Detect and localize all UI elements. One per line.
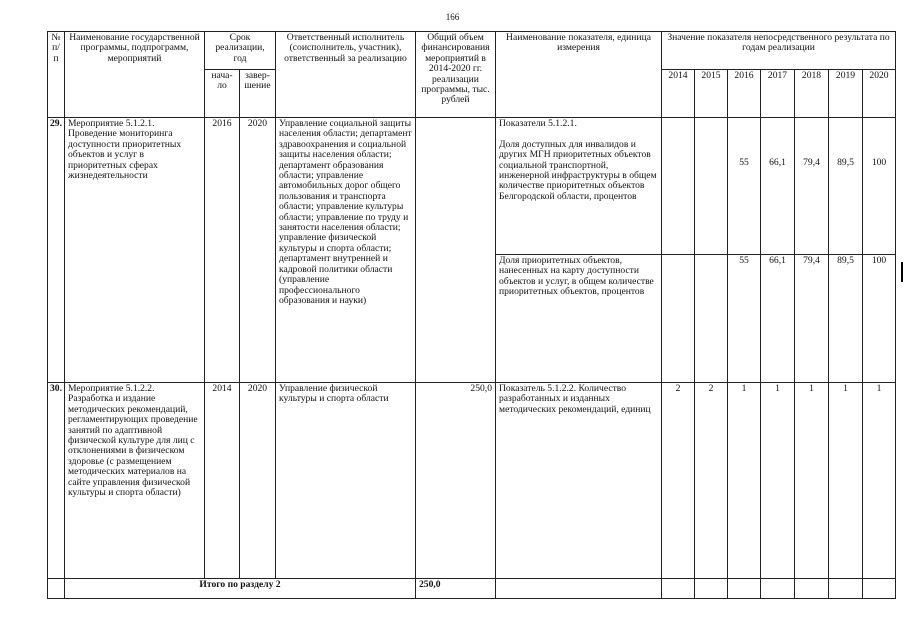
total-label: Итого по разделу 2 <box>65 579 416 599</box>
row-29-ind2-2014 <box>662 255 695 383</box>
row-29-start: 2016 <box>205 118 240 383</box>
row-29-ind2-2020: 100 <box>863 255 896 383</box>
row-29-ind1-2018: 79,4 <box>795 118 829 255</box>
total-row <box>48 579 896 599</box>
row-29-executor: Управление социальной защиты населения области; департамент здравоохранения и социальной защиты населения области; департамент образования области; управление автомобильных дорог общего пользования и транспорта области; управление культуры области; управление по труду и занятости населения области; управление физической культуры и спорта области; департамент внутренней и кадровой политики области (управление профессионального образования и науки) <box>276 118 416 383</box>
header-indicator: Наименование показателя, единица измерения <box>496 32 662 118</box>
header-funding: Общий объем финансирования мероприятий в 2014-2020 гг. реализации программы, тыс. рублей <box>416 32 496 118</box>
row-29-name: Мероприятие 5.1.2.1. Проведение мониторинга доступности приоритетных объектов и услуг в приоритетных сферах жизнедеятельности <box>65 118 205 383</box>
row-29-ind2-2017: 66,1 <box>761 255 795 383</box>
header-executor: Ответственный исполнитель (соисполнитель, участник), ответственный за реализацию <box>276 32 416 118</box>
total-2014 <box>662 579 695 599</box>
total-2015 <box>695 579 728 599</box>
table-row-29a <box>48 118 896 255</box>
header-num: № п/п <box>48 32 65 118</box>
header-year-2019: 2019 <box>829 70 863 118</box>
page-number: 166 <box>445 12 460 22</box>
row-30-start: 2014 <box>205 383 240 579</box>
header-term-start: нача-ло <box>205 70 240 118</box>
row-29-ind2-2015 <box>695 255 728 383</box>
row-29-end: 2020 <box>240 118 276 383</box>
total-2020 <box>863 579 896 599</box>
scan-edge-mark <box>901 262 903 282</box>
row-29-ind1-2020: 100 <box>863 118 896 255</box>
row-29-num: 29. <box>48 118 65 383</box>
row-30-2014: 2 <box>662 383 695 579</box>
row-30-name: Мероприятие 5.1.2.2. Разработка и издание методических рекомендаций, регламентирующих проведение занятий по адаптивной физической культуре для лиц с отклонениями в физическом здоровье (с размещением методических материалов на сайте управления физической культуры и спорта области) <box>65 383 205 579</box>
row-30-2019: 1 <box>829 383 863 579</box>
row-30-executor: Управление физической культуры и спорта области <box>276 383 416 579</box>
row-29-indicator-2: Доля приоритетных объектов, нанесенных на карту доступности объектов и услуг, в общем количестве приоритетных объектов, процентов <box>496 255 662 383</box>
total-2016 <box>728 579 761 599</box>
total-funding: 250,0 <box>416 579 496 599</box>
header-term: Срок реализации, год <box>205 32 276 70</box>
header-year-2020: 2020 <box>863 70 896 118</box>
total-num <box>48 579 65 599</box>
row-30-2018: 1 <box>795 383 829 579</box>
row-30-num: 30. <box>48 383 65 579</box>
total-2019 <box>829 579 863 599</box>
row-29-indicator-1: Показатели 5.1.2.1. Доля доступных для инвалидов и других МГН приоритетных объектов социальной транспортной, инженерной инфраструктуры в общем количестве приоритетных объектов Белгородской области, процентов <box>496 118 662 255</box>
row-29-ind1-2015 <box>695 118 728 255</box>
total-indicator <box>496 579 662 599</box>
header-year-2016: 2016 <box>728 70 761 118</box>
table-row-30 <box>48 383 896 579</box>
total-2017 <box>761 579 795 599</box>
header-term-end: завер-шение <box>240 70 276 118</box>
header-year-2017: 2017 <box>761 70 795 118</box>
header-year-2015: 2015 <box>695 70 728 118</box>
row-30-indicator: Показатель 5.1.2.2. Количество разработанных и изданных методических рекомендаций, единиц <box>496 383 662 579</box>
row-29-ind1-2016: 55 <box>728 118 761 255</box>
row-30-funding: 250,0 <box>416 383 496 579</box>
header-name: Наименование государственной программы, подпрограмм, мероприятий <box>65 32 205 118</box>
row-29-ind1-2014 <box>662 118 695 255</box>
row-30-2016: 1 <box>728 383 761 579</box>
row-29-ind2-2018: 79,4 <box>795 255 829 383</box>
header-values: Значение показателя непосредственного результата по годам реализации <box>662 32 896 70</box>
row-29-ind1-2019: 89,5 <box>829 118 863 255</box>
program-table <box>47 31 896 599</box>
header-year-2018: 2018 <box>795 70 829 118</box>
row-29-ind2-2019: 89,5 <box>829 255 863 383</box>
total-2018 <box>795 579 829 599</box>
row-29-funding <box>416 118 496 383</box>
row-30-end: 2020 <box>240 383 276 579</box>
row-29-ind1-2017: 66,1 <box>761 118 795 255</box>
header-year-2014: 2014 <box>662 70 695 118</box>
row-29-ind2-2016: 55 <box>728 255 761 383</box>
row-30-2020: 1 <box>863 383 896 579</box>
row-30-2015: 2 <box>695 383 728 579</box>
header-row-1 <box>48 32 896 70</box>
row-30-2017: 1 <box>761 383 795 579</box>
